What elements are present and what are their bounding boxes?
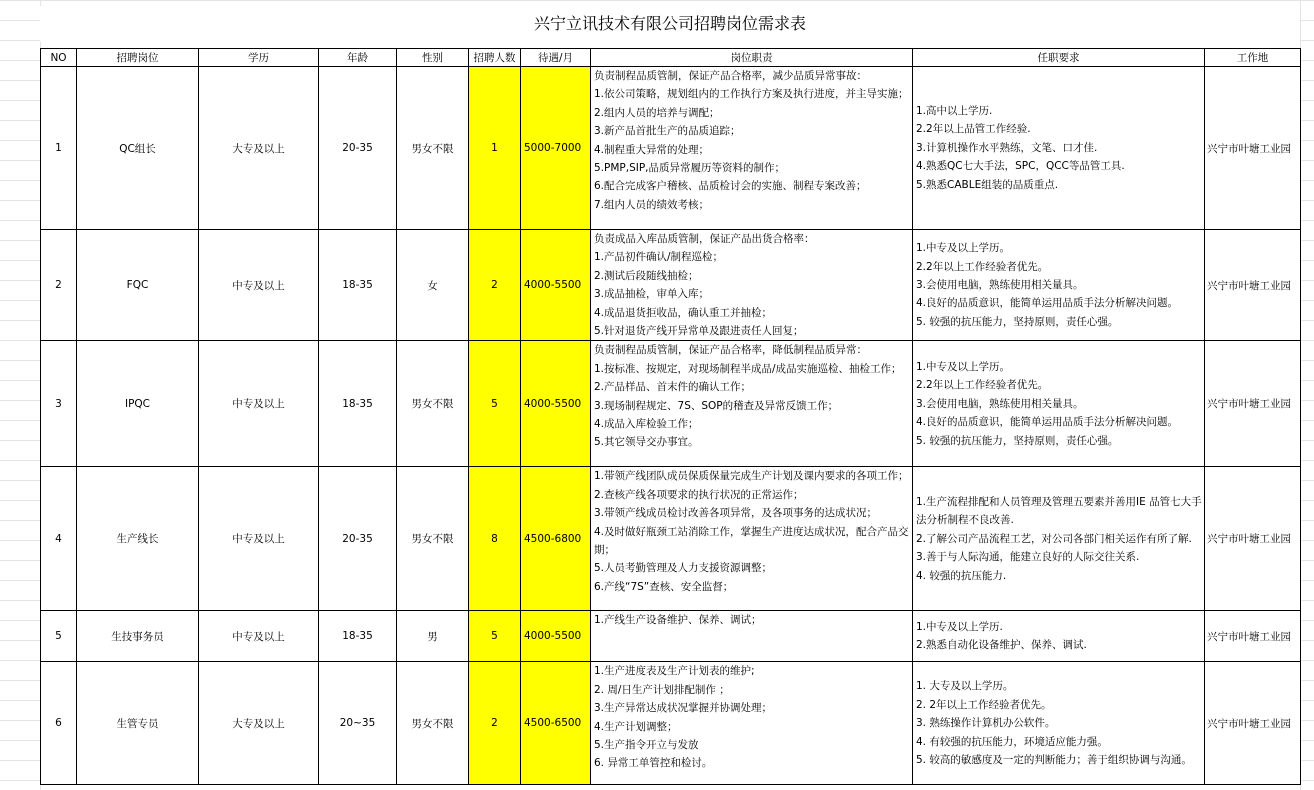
duty-line: 4.及时做好瓶颈工站消除工作，掌握生产进度达成状况，配合产品交期； [594, 525, 909, 557]
gender-cell[interactable]: 男女不限 [397, 341, 469, 467]
duty-line: 4.成品入库检验工作； [594, 418, 699, 431]
header-age[interactable]: 年龄 [319, 49, 397, 67]
header-location[interactable]: 工作地 [1205, 49, 1301, 67]
duties-cell[interactable] [591, 611, 913, 662]
duties-cell[interactable] [591, 341, 913, 467]
requirement-line: 2.了解公司产品流程工艺，对公司各部门相关运作有所了解. 3.善于与人际沟通，能建立良好的人际交往关系. [916, 532, 1192, 564]
count-cell[interactable]: 8 [469, 467, 521, 611]
requirement-line: 3. 熟练操作计算机办公软件。 [916, 717, 1056, 730]
header-row [41, 49, 1301, 67]
age-cell[interactable]: 20~35 [319, 662, 397, 785]
row-no[interactable]: 3 [41, 341, 77, 467]
job-requirements-table [40, 48, 1301, 785]
requirement-line: 1.中专及以上学历. [916, 621, 1003, 634]
requirement-line: 2.2年以上品管工作经验. [916, 123, 1031, 136]
education-cell[interactable]: 中专及以上 [199, 611, 319, 662]
requirement-line: 1.中专及以上学历。 [916, 360, 1011, 373]
duty-line: 5.其它领导交办事宜。 [594, 436, 699, 449]
table-row [41, 341, 1301, 467]
row-no[interactable]: 2 [41, 230, 77, 341]
row-no[interactable]: 6 [41, 662, 77, 785]
requirement-line: 1. 大专及以上学历。 [916, 680, 1014, 693]
duty-line: 2.组内人员的培养与调配； [594, 106, 720, 119]
duty-line: 1.产品初件确认/制程巡检； [594, 251, 724, 264]
gender-cell[interactable]: 男女不限 [397, 467, 469, 611]
header-requirements[interactable]: 任职要求 [913, 49, 1205, 67]
row-no[interactable]: 5 [41, 611, 77, 662]
requirement-line: 1.中专及以上学历。 [916, 242, 1011, 255]
age-cell[interactable]: 20-35 [319, 467, 397, 611]
salary-cell[interactable]: 4000-5500 [521, 341, 591, 467]
education-cell[interactable]: 大专及以上 [199, 67, 319, 230]
requirement-line: 2. 2年以上工作经验者优先。 [916, 698, 1052, 711]
requirement-line: 5. 较高的敏感度及一定的判断能力；善于组织协调与沟通。 [916, 754, 1192, 767]
education-cell[interactable]: 大专及以上 [199, 662, 319, 785]
age-cell[interactable]: 20-35 [319, 67, 397, 230]
requirement-line: 5. 较强的抗压能力，坚持原则，责任心强。 [916, 434, 1119, 447]
location-cell[interactable]: 兴宁市叶塘工业园 [1205, 662, 1301, 785]
duty-line: 7.组内人员的绩效考核； [594, 198, 710, 211]
duties-cell[interactable] [591, 67, 913, 230]
duty-line: 4.成品退货拒收品，确认重工并抽检； [594, 306, 773, 319]
header-education[interactable]: 学历 [199, 49, 319, 67]
duties-cell[interactable] [591, 230, 913, 341]
duty-line: 2.测试后段随线抽检； [594, 269, 699, 282]
duty-line: 负责制程品质管制，保证产品合格率，减少品质异常事故： [594, 70, 867, 82]
requirement-line: 5.熟悉CABLE组装的品质重点. [916, 178, 1059, 191]
duty-line: 6.配合完成客户稽核、品质检讨会的实施、制程专案改善； [594, 180, 867, 193]
duty-line: 3.带领产线成员检讨改善各项异常，及各项事务的达成状况； [594, 507, 878, 520]
duty-line: 1.带领产线团队成员保质保量完成生产计划及课内要求的各项工作； [594, 470, 909, 483]
duty-line: 3.生产异常达成状况掌握并协调处理； [594, 702, 773, 715]
table-row [41, 467, 1301, 611]
requirements-cell[interactable] [913, 341, 1205, 467]
table-row [41, 662, 1301, 785]
salary-cell[interactable]: 5000-7000 [521, 67, 591, 230]
requirement-line: 2.熟悉自动化设备维护、保养、调试. [916, 639, 1087, 652]
duty-line: 6. 异常工单管控和检讨。 [594, 757, 713, 770]
duty-line: 5.针对退货产线开异常单及跟进责任人回复； [594, 325, 804, 338]
duty-line: 4.制程重大异常的处理； [594, 143, 710, 156]
table-row [41, 67, 1301, 230]
gender-cell[interactable]: 男女不限 [397, 67, 469, 230]
duty-line: 2.产品样品、首末件的确认工作； [594, 381, 752, 394]
location-cell[interactable]: 兴宁市叶塘工业园 [1205, 467, 1301, 611]
position-cell[interactable]: 生产线长 [77, 467, 199, 611]
duty-line: 负责制程品质管制，保证产品合格率，降低制程品质异常： [594, 344, 867, 357]
duty-line: 5.生产指令开立与发放 [594, 739, 699, 752]
salary-cell[interactable]: 4000-5500 [521, 230, 591, 341]
age-cell[interactable]: 18-35 [319, 230, 397, 341]
requirement-line: 3.会使用电脑，熟练使用相关量具。 [916, 279, 1084, 292]
requirement-line: 5. 较强的抗压能力，坚持原则，责任心强。 [916, 315, 1119, 328]
duty-line: 5.PMP,SIP,品质异常履历等资料的制作； [594, 162, 786, 175]
position-cell[interactable]: IPQC [77, 341, 199, 467]
row-no[interactable]: 4 [41, 467, 77, 611]
duty-line: 负责成品入库品质管制，保证产品出货合格率： [594, 233, 815, 245]
position-cell[interactable]: 生技事务员 [77, 611, 199, 662]
gender-cell[interactable]: 女 [397, 230, 469, 341]
duties-cell[interactable] [591, 662, 913, 785]
duty-line: 6.产线“7S”查核、安全监督； [594, 580, 734, 593]
requirement-line: 2.2年以上工作经验者优先。 [916, 260, 1049, 273]
count-cell[interactable]: 2 [469, 230, 521, 341]
requirements-cell[interactable] [913, 230, 1205, 341]
duty-line: 1.产线生产设备维护、保养、调试； [594, 614, 762, 627]
requirement-line: 2.2年以上工作经验者优先。 [916, 379, 1049, 392]
header-gender[interactable]: 性别 [397, 49, 469, 67]
education-cell[interactable]: 中专及以上 [199, 341, 319, 467]
duty-line: 4.生产计划调整； [594, 720, 678, 733]
duty-line: 1.依公司策略，规划组内的工作执行方案及执行进度，并主导实施； [594, 88, 909, 101]
location-cell[interactable]: 兴宁市叶塘工业园 [1205, 67, 1301, 230]
education-cell[interactable]: 中专及以上 [199, 230, 319, 341]
header-duties[interactable]: 岗位职责 [591, 49, 913, 67]
duty-line: 1.按标准、按规定，对现场制程半成品/成品实施巡检、抽检工作； [594, 362, 902, 375]
duties-cell[interactable] [591, 467, 913, 611]
age-cell[interactable]: 18-35 [319, 611, 397, 662]
count-cell[interactable]: 5 [469, 341, 521, 467]
row-no[interactable]: 1 [41, 67, 77, 230]
salary-cell[interactable]: 4500-6500 [521, 662, 591, 785]
position-cell[interactable]: 生管专员 [77, 662, 199, 785]
header-salary[interactable]: 待遇/月 [521, 49, 591, 67]
duty-line: 3.现场制程规定、7S、SOP的稽查及异常反馈工作； [594, 399, 839, 412]
salary-cell[interactable]: 4500-6800 [521, 467, 591, 611]
requirements-cell[interactable] [913, 662, 1205, 785]
location-cell[interactable]: 兴宁市叶塘工业园 [1205, 611, 1301, 662]
table-row [41, 230, 1301, 341]
sheet-title: 兴宁立讯技术有限公司招聘岗位需求表 [40, 6, 1300, 42]
requirement-line: 4.熟悉QC七大手法，SPC，QCC等品管工具. [916, 160, 1125, 173]
count-cell[interactable]: 2 [469, 662, 521, 785]
count-cell[interactable]: 1 [469, 67, 521, 230]
requirement-line: 4. 有较强的抗压能力，环境适应能力强。 [916, 735, 1108, 748]
table-row [41, 611, 1301, 662]
count-cell[interactable]: 5 [469, 611, 521, 662]
duty-line: 3.新产品首批生产的品质追踪； [594, 125, 741, 138]
duty-line: 2.查核产线各项要求的执行状况的正常运作； [594, 488, 804, 501]
gender-cell[interactable]: 男女不限 [397, 662, 469, 785]
duty-line: 1.生产进度表及生产计划表的维护; [594, 665, 755, 678]
requirement-line: 1.高中以上学历. [916, 104, 993, 117]
requirement-line: 1.生产流程排配和人员管理及管理五要素并善用IE 品管七大手法分析制程不良改善. [916, 495, 1202, 527]
salary-cell[interactable]: 4000-5500 [521, 611, 591, 662]
requirements-cell[interactable] [913, 611, 1205, 662]
duty-line: 2. 周/日生产计划排配制作 ； [594, 683, 730, 696]
requirement-line: 3.计算机操作水平熟练，文笔、口才佳. [916, 141, 1098, 154]
header-no[interactable]: NO [41, 49, 77, 67]
gender-cell[interactable]: 男 [397, 611, 469, 662]
header-position[interactable]: 招聘岗位 [77, 49, 199, 67]
header-count[interactable]: 招聘人数 [469, 49, 521, 67]
position-cell[interactable]: QC组长 [77, 67, 199, 230]
location-cell[interactable]: 兴宁市叶塘工业园 [1205, 230, 1301, 341]
age-cell[interactable]: 18-35 [319, 341, 397, 467]
location-cell[interactable]: 兴宁市叶塘工业园 [1205, 341, 1301, 467]
requirement-line: 4. 较强的抗压能力. [916, 569, 1007, 582]
requirement-line: 4.良好的品质意识，能简单运用品质手法分析解决问题。 [916, 416, 1179, 429]
position-cell[interactable]: FQC [77, 230, 199, 341]
duty-line: 3.成品抽检，审单入库； [594, 288, 710, 301]
requirement-line: 4.良好的品质意识，能简单运用品质手法分析解决问题。 [916, 297, 1179, 310]
requirement-line: 3.会使用电脑，熟练使用相关量具。 [916, 397, 1084, 410]
education-cell[interactable]: 中专及以上 [199, 467, 319, 611]
requirements-cell[interactable] [913, 67, 1205, 230]
duty-line: 5.人员考勤管理及人力支援资源调整； [594, 562, 773, 575]
requirements-cell[interactable] [913, 467, 1205, 611]
